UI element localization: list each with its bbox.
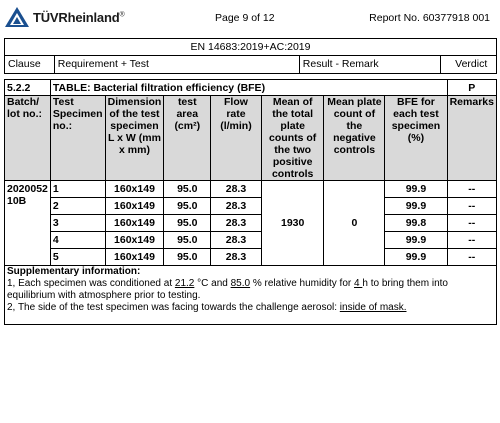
flow-rate: 28.3: [211, 181, 262, 198]
report-number: Report No. 60377918 001: [369, 12, 490, 24]
specimen-no: 1: [50, 181, 105, 198]
bfe-value: 99.9: [385, 198, 447, 215]
batch-number: 2020052 10B: [5, 181, 51, 266]
table-row: [5, 181, 497, 198]
bfe-value: 99.9: [385, 181, 447, 198]
dimension: 160x149: [105, 198, 164, 215]
specimen-no: 3: [50, 215, 105, 232]
test-area: 95.0: [164, 249, 211, 266]
result-header: Result - Remark: [300, 56, 441, 73]
bfe-value: 99.9: [385, 249, 447, 266]
table-row: [5, 249, 497, 266]
conditioning-temperature: 21.2: [174, 278, 195, 289]
supplementary-line-1: 1, Each specimen was conditioned at 21.2 °C and 85.0 % relative humidity for 4 h to bring them into equilibrium with atmosphere prior to testing.: [7, 278, 448, 301]
specimen-no: 5: [50, 249, 105, 266]
supplementary-info: [5, 266, 497, 325]
standard-title: EN 14683:2019+AC:2019: [4, 38, 497, 56]
supplementary-title: Supplementary information:: [7, 266, 141, 277]
col-mean-negative: Mean plate count of the negative controls: [324, 96, 385, 181]
relative-humidity: 85.0: [230, 278, 251, 289]
dimension: 160x149: [105, 181, 164, 198]
remark: --: [447, 181, 496, 198]
remark: --: [447, 198, 496, 215]
remark: --: [447, 249, 496, 266]
table-row: [5, 198, 497, 215]
dimension: 160x149: [105, 249, 164, 266]
mean-negative: 0: [324, 181, 385, 266]
table-row: [5, 232, 497, 249]
remark: --: [447, 215, 496, 232]
flow-rate: 28.3: [211, 232, 262, 249]
section-row: [5, 80, 497, 96]
col-bfe: BFE for each test specimen (%): [385, 96, 447, 181]
section-title: TABLE: Bacterial filtration efficiency (BFE): [50, 80, 447, 96]
specimen-side: inside of mask.: [339, 302, 407, 313]
col-remarks: Remarks: [447, 96, 496, 181]
flow-rate: 28.3: [211, 198, 262, 215]
supplementary-line-2: 2, The side of the test specimen was facing towards the challenge aerosol: inside of mask.: [7, 302, 407, 313]
section-verdict: P: [447, 80, 496, 96]
specimen-no: 2: [50, 198, 105, 215]
col-specimen: Test Specimen no.:: [50, 96, 105, 181]
page-number: Page 9 of 12: [215, 12, 275, 24]
mean-positive: 1930: [261, 181, 324, 266]
test-area: 95.0: [164, 215, 211, 232]
tuv-logo: [4, 4, 124, 30]
dimension: 160x149: [105, 232, 164, 249]
specimen-no: 4: [50, 232, 105, 249]
flow-rate: 28.3: [211, 215, 262, 232]
conditioning-hours: 4: [354, 278, 363, 289]
verdict-header: Verdict: [455, 58, 488, 70]
col-dimension: Dimension of the test specimen L x W (mm x mm): [105, 96, 164, 181]
bfe-table: [4, 79, 497, 325]
dimension: 160x149: [105, 215, 164, 232]
bfe-value: 99.9: [385, 232, 447, 249]
triangle-logo-icon: [4, 6, 30, 28]
clause-header: Clause: [5, 56, 55, 73]
logo-text: TÜVRheinland®: [33, 9, 125, 25]
table-header-row: [4, 55, 497, 74]
remark: --: [447, 232, 496, 249]
col-mean-positive: Mean of the total plate counts of the two positive controls: [261, 96, 324, 181]
table-row: [5, 215, 497, 232]
requirement-header: Requirement + Test: [55, 56, 300, 73]
col-flow: Flow rate (l/min): [211, 96, 262, 181]
col-area: test area (cm²): [164, 96, 211, 181]
test-area: 95.0: [164, 198, 211, 215]
bfe-value: 99.8: [385, 215, 447, 232]
col-batch: Batch/ lot no.:: [5, 96, 51, 181]
test-area: 95.0: [164, 232, 211, 249]
supplementary-row: [5, 266, 497, 325]
test-area: 95.0: [164, 181, 211, 198]
flow-rate: 28.3: [211, 249, 262, 266]
report-header: [0, 0, 500, 34]
column-header-row: [5, 96, 497, 181]
section-clause: 5.2.2: [5, 80, 51, 96]
